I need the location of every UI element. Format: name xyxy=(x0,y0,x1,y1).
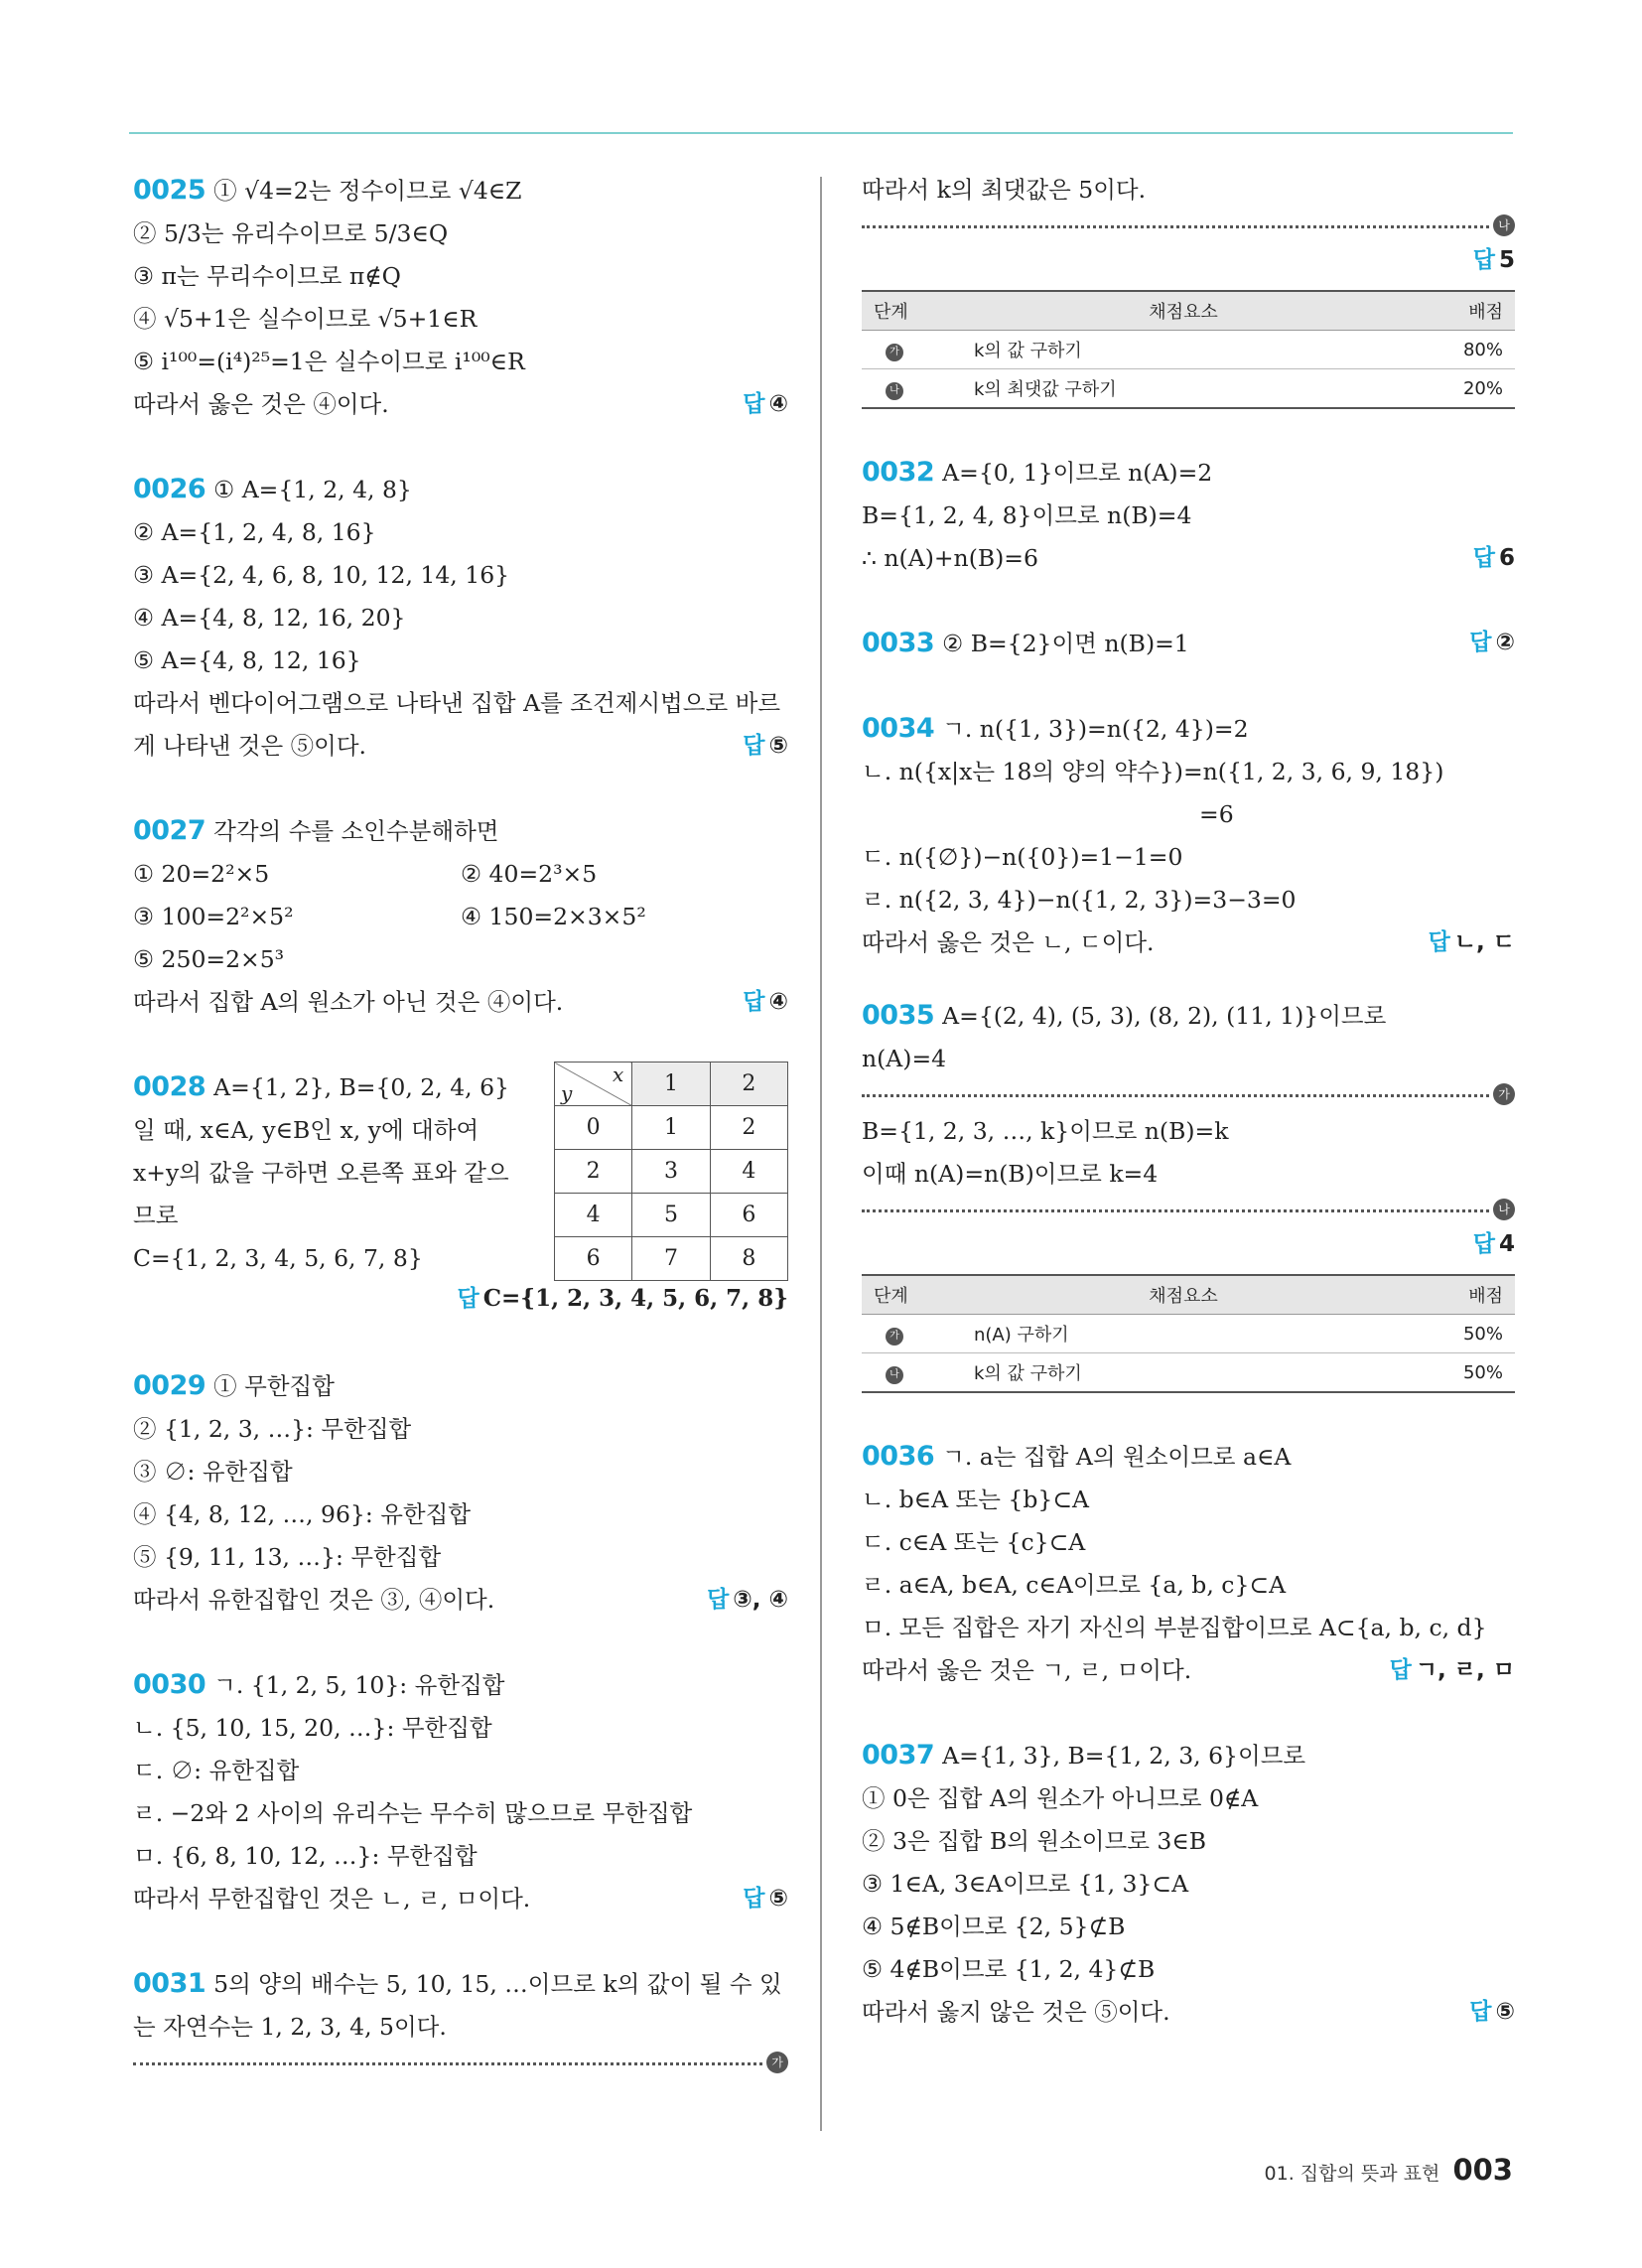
problem-number: 0028 xyxy=(133,1071,206,1102)
conclusion: 따라서 옳은 것은 ㄴ, ㄷ이다. 답 ㄴ, ㄷ xyxy=(862,921,1515,964)
problem-line: ㄴ. b∈A 또는 {b}⊂A xyxy=(862,1486,1089,1513)
problem-0035 xyxy=(862,994,1515,1393)
step-marker: 가 xyxy=(1493,1083,1515,1105)
table-header: 2 xyxy=(710,1063,787,1106)
problem-number: 0034 xyxy=(862,713,935,744)
problem-line: ㅁ. {6, 8, 10, 12, …}: 무한집합 xyxy=(133,1842,478,1870)
problem-number: 0032 xyxy=(862,457,935,488)
problem-0026 xyxy=(133,468,788,768)
problem-number: 0026 xyxy=(133,474,206,504)
score-points: 50% xyxy=(1413,1315,1515,1353)
step-divider xyxy=(862,1196,1515,1225)
problem-line: ④ A={4, 8, 12, 16, 20} xyxy=(133,604,406,632)
problem-0036 xyxy=(862,1435,1515,1692)
problem-line: ① 0은 집합 A의 원소가 아니므로 0∉A xyxy=(862,1784,1259,1812)
score-item: k의 값 구하기 xyxy=(954,331,1413,369)
step-marker: 가 xyxy=(886,1328,903,1346)
problem-line: ⑤ 4∉B이므로 {1, 2, 4}⊄B xyxy=(862,1955,1156,1983)
answer: 답 ㄱ, ㄹ, ㅁ xyxy=(1389,1657,1515,1683)
problem-line: ④ 5∉B이므로 {2, 5}⊄B xyxy=(862,1913,1126,1940)
problem-0028 xyxy=(133,1065,788,1323)
problem-0031 xyxy=(133,1962,788,2078)
problem-line: 0026 ① A={1, 2, 4, 8} xyxy=(133,474,412,504)
step-divider xyxy=(862,212,1515,241)
problem-line: 는 자연수는 1, 2, 3, 4, 5이다. xyxy=(133,2013,447,2041)
problem-line: ② {1, 2, 3, …}: 무한집합 xyxy=(133,1415,412,1443)
problem-0033 xyxy=(862,622,1515,665)
answer: 답 ④ xyxy=(743,391,788,417)
problem-line: ㄹ. −2와 2 사이의 유리수는 무수히 많으므로 무한집합 xyxy=(133,1799,693,1827)
problem-number: 0029 xyxy=(133,1370,206,1401)
problem-line: 일 때, x∈A, y∈B인 x, y에 대하여 xyxy=(133,1116,479,1144)
table-cell: 4 xyxy=(710,1150,787,1194)
score-item: k의 최댓값 구하기 xyxy=(954,369,1413,409)
step-divider xyxy=(133,2049,788,2078)
problem-number: 0025 xyxy=(133,175,206,206)
step-marker: 나 xyxy=(1493,214,1515,236)
conclusion: 따라서 유한집합인 것은 ③, ④이다. 답 ③, ④ xyxy=(133,1579,788,1622)
score-points: 20% xyxy=(1413,369,1515,409)
answer: 답 5 xyxy=(1472,247,1515,273)
problem-number: 0030 xyxy=(133,1669,206,1700)
table-cell: 5 xyxy=(632,1194,710,1237)
problem-line: ㄴ. {5, 10, 15, 20, …}: 무한집합 xyxy=(133,1714,492,1742)
problem-line: n(A)=4 xyxy=(862,1045,947,1072)
problem-line: B={1, 2, 4, 8}이므로 n(B)=4 xyxy=(862,501,1192,529)
problem-line: ㅁ. 모든 집합은 자기 자신의 부분집합이므로 A⊂{a, b, c, d} xyxy=(862,1614,1487,1641)
table-cell: 6 xyxy=(710,1194,787,1237)
step-marker: 가 xyxy=(766,2052,788,2073)
problem-line: ㄹ. n({2, 3, 4})−n({1, 2, 3})=3−3=0 xyxy=(862,886,1297,914)
answer: 답 ③, ④ xyxy=(707,1587,788,1613)
conclusion: 게 나타낸 것은 ⑤이다. 답 ⑤ xyxy=(133,725,788,768)
problem-line: ③ π는 무리수이므로 π∉Q xyxy=(133,262,401,290)
problem-number: 0037 xyxy=(862,1740,935,1771)
problem-line: 0037 A={1, 3}, B={1, 2, 3, 6}이므로 xyxy=(862,1740,1306,1771)
step-marker: 나 xyxy=(1493,1199,1515,1220)
header-rule xyxy=(129,132,1513,134)
problem-line: ④ {4, 8, 12, …, 96}: 유한집합 xyxy=(133,1500,472,1528)
problem-number: 0033 xyxy=(862,628,935,658)
problem-line: B={1, 2, 3, …, k}이므로 n(B)=k xyxy=(862,1117,1229,1145)
score-points: 50% xyxy=(1413,1353,1515,1393)
score-item: k의 값 구하기 xyxy=(954,1353,1413,1393)
answer: 답 6 xyxy=(1472,545,1515,571)
answer-line xyxy=(862,1225,1515,1268)
table-header: 1 xyxy=(632,1063,710,1106)
problem-line: ① 20=2²×5 ② 40=2³×5 xyxy=(133,860,598,888)
score-header: 채점요소 xyxy=(954,1275,1413,1315)
left-column xyxy=(133,169,788,2078)
problem-number: 0027 xyxy=(133,815,206,846)
score-item: n(A) 구하기 xyxy=(954,1315,1413,1353)
problem-line: =6 xyxy=(1199,800,1234,828)
problem-0029 xyxy=(133,1364,788,1622)
problem-0031-continued xyxy=(862,169,1515,409)
answer: 답 4 xyxy=(1472,1231,1515,1257)
problem-line: ③ ∅: 유한집합 xyxy=(133,1458,293,1486)
scoring-table xyxy=(862,290,1515,409)
problem-0034 xyxy=(862,707,1515,964)
answer: 답 ⑤ xyxy=(743,733,788,759)
problem-line: ③ 1∈A, 3∈A이므로 {1, 3}⊂A xyxy=(862,1870,1189,1898)
problem-line: ㄷ. n({∅})−n({0})=1−1=0 xyxy=(862,843,1183,871)
problem-line: 0025 ① √4=2는 정수이므로 √4∈Z xyxy=(133,175,522,206)
problem-line: ④ √5+1은 실수이므로 √5+1∈R xyxy=(133,305,478,333)
problem-line: ③ 100=2²×5² ④ 150=2×3×5² xyxy=(133,903,646,930)
problem-number: 0031 xyxy=(133,1968,206,1999)
problem-number: 0035 xyxy=(862,1000,935,1031)
answer: 답 ⑤ xyxy=(743,1886,788,1912)
table-cell: 0 xyxy=(555,1106,632,1150)
table-cell: 1 xyxy=(632,1106,710,1150)
table-cell: 2 xyxy=(555,1150,632,1194)
table-cell: 6 xyxy=(555,1237,632,1281)
problem-0032 xyxy=(862,451,1515,580)
problem-line: ③ A={2, 4, 6, 8, 10, 12, 14, 16} xyxy=(133,561,510,589)
problem-line: 0036 ㄱ. a는 집합 A의 원소이므로 a∈A xyxy=(862,1441,1292,1472)
problem-line: ② 3은 집합 B의 원소이므로 3∈B xyxy=(862,1827,1206,1855)
step-marker: 가 xyxy=(886,344,903,361)
problem-line: 0033 ② B={2}이면 n(B)=1 답 ② xyxy=(862,622,1515,665)
problem-line: 0029 ① 무한집합 xyxy=(133,1370,335,1401)
problem-line: 므로 xyxy=(133,1202,179,1229)
answer-line xyxy=(133,1280,788,1323)
problem-line: 따라서 k의 최댓값은 5이다. xyxy=(862,176,1147,204)
conclusion: 따라서 집합 A의 원소가 아닌 것은 ④이다. 답 ④ xyxy=(133,981,788,1024)
column-divider xyxy=(820,177,822,2131)
problem-line: C={1, 2, 3, 4, 5, 6, 7, 8} xyxy=(133,1244,423,1272)
table-cell: 4 xyxy=(555,1194,632,1237)
chapter-title: 01. 집합의 뜻과 표현 xyxy=(1264,2163,1440,2185)
problem-line: ② A={1, 2, 4, 8, 16} xyxy=(133,518,376,546)
answer: 답 ② xyxy=(1469,630,1515,655)
problem-line: ㄷ. ∅: 유한집합 xyxy=(133,1757,300,1784)
table-cell: 7 xyxy=(632,1237,710,1281)
score-header: 단계 xyxy=(862,291,954,331)
conclusion: 따라서 무한집합인 것은 ㄴ, ㄹ, ㅁ이다. 답 ⑤ xyxy=(133,1878,788,1920)
score-header: 배점 xyxy=(1413,1275,1515,1315)
problem-line: 0030 ㄱ. {1, 2, 5, 10}: 유한집합 xyxy=(133,1669,505,1700)
problem-line: 0035 A={(2, 4), (5, 3), (8, 2), (11, 1)}이므로 xyxy=(862,1000,1387,1031)
page-number: 003 xyxy=(1452,2153,1513,2187)
score-points: 80% xyxy=(1413,331,1515,369)
score-header: 채점요소 xyxy=(954,291,1413,331)
problem-line: 0032 A={0, 1}이므로 n(A)=2 xyxy=(862,457,1213,488)
problem-0027 xyxy=(133,809,788,1024)
problem-0025 xyxy=(133,169,788,426)
problem-line: 0027 각각의 수를 소인수분해하면 xyxy=(133,815,499,846)
problem-0030 xyxy=(133,1663,788,1920)
score-header: 배점 xyxy=(1413,291,1515,331)
problem-line: ㄴ. n({x|x는 18의 양의 약수})=n({1, 2, 3, 6, 9, 18}) xyxy=(862,758,1444,785)
right-column xyxy=(862,169,1515,2034)
problem-line: ⑤ {9, 11, 13, …}: 무한집합 xyxy=(133,1543,442,1571)
problem-line: ㄹ. a∈A, b∈A, c∈A이므로 {a, b, c}⊂A xyxy=(862,1571,1287,1599)
problem-line: ⑤ A={4, 8, 12, 16} xyxy=(133,646,361,674)
problem-line: ⑤ 250=2×5³ xyxy=(133,945,285,973)
problem-line: 따라서 벤다이어그램으로 나타낸 집합 A를 조건제시법으로 바르 xyxy=(133,689,781,717)
table-cell: 3 xyxy=(632,1150,710,1194)
problem-0037 xyxy=(862,1734,1515,2034)
step-divider xyxy=(862,1080,1515,1110)
scoring-table xyxy=(862,1274,1515,1393)
problem-line: ∴ n(A)+n(B)=6 답 6 xyxy=(862,537,1515,580)
problem-line: x+y의 값을 구하면 오른쪽 표와 같으 xyxy=(133,1159,509,1187)
table-cell: 8 xyxy=(710,1237,787,1281)
answer: 답 ④ xyxy=(743,989,788,1015)
problem-line: 0028 A={1, 2}, B={0, 2, 4, 6} xyxy=(133,1071,509,1102)
table-cell: 2 xyxy=(710,1106,787,1150)
problem-number: 0036 xyxy=(862,1441,935,1472)
answer: 답 ⑤ xyxy=(1469,1999,1515,2025)
conclusion: 따라서 옳은 것은 ㄱ, ㄹ, ㅁ이다. 답 ㄱ, ㄹ, ㅁ xyxy=(862,1649,1515,1692)
conclusion: 따라서 옳지 않은 것은 ⑤이다. 답 ⑤ xyxy=(862,1991,1515,2034)
score-header: 단계 xyxy=(862,1275,954,1315)
answer: 답 C={1, 2, 3, 4, 5, 6, 7, 8} xyxy=(457,1285,788,1312)
page-footer xyxy=(1265,2153,1513,2187)
answer: 답 ㄴ, ㄷ xyxy=(1428,929,1515,955)
problem-line: 0031 5의 양의 배수는 5, 10, 15, …이므로 k의 값이 될 수 있 xyxy=(133,1968,782,1999)
problem-line: 0034 ㄱ. n({1, 3})=n({2, 4})=2 xyxy=(862,713,1249,744)
problem-line: ⑤ i¹⁰⁰=(i⁴)²⁵=1은 실수이므로 i¹⁰⁰∈R xyxy=(133,348,525,375)
answer-line xyxy=(862,241,1515,284)
problem-line: ② 5/3는 유리수이므로 5/3∈Q xyxy=(133,219,449,247)
step-marker: 나 xyxy=(886,382,903,400)
step-marker: 나 xyxy=(886,1366,903,1384)
problem-line: ㄷ. c∈A 또는 {c}⊂A xyxy=(862,1528,1086,1556)
table-corner: x y xyxy=(555,1063,632,1106)
conclusion: 따라서 옳은 것은 ④이다. 답 ④ xyxy=(133,383,788,426)
problem-line: 이때 n(A)=n(B)이므로 k=4 xyxy=(862,1160,1159,1188)
